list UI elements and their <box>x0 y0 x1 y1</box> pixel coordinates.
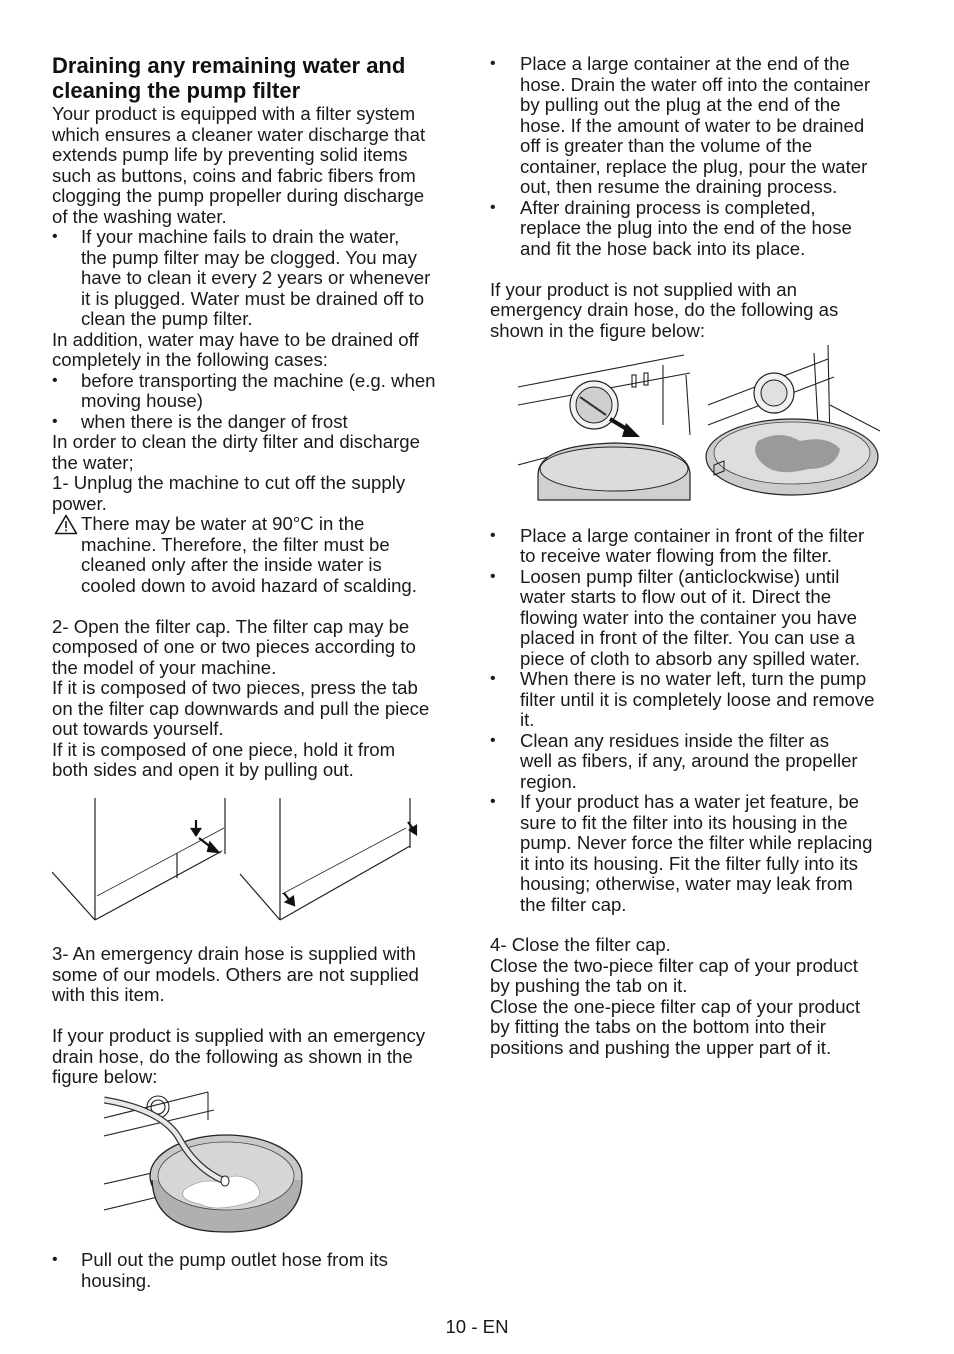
warning-triangle-icon <box>54 514 78 535</box>
text-line: pump. Never force the filter while replacing <box>520 832 873 853</box>
bullet-dot: • <box>490 670 496 687</box>
text-line: the filter cap. <box>520 893 627 915</box>
section-title-line-2: cleaning the pump filter <box>52 78 301 103</box>
text-line: shown in the figure below: <box>490 319 705 341</box>
bullet-dot: • <box>490 567 496 585</box>
filter-cap-figure <box>52 798 424 922</box>
text-line: on the filter cap downwards and pull the piece <box>52 697 430 719</box>
text-line: hose. Drain the water off into the container <box>520 73 871 95</box>
text-line: emergency drain hose, do the following as <box>490 299 839 320</box>
text-line: the model of your machine. <box>52 656 277 678</box>
text-line: out towards yourself. <box>52 718 224 739</box>
text-line: water starts to flow out of it. Direct the <box>520 586 832 607</box>
text-line: it. <box>520 709 535 730</box>
text-line: housing. <box>81 1269 152 1291</box>
text-line: Place a large container at the end of the <box>520 53 850 74</box>
text-line: well as fibers, if any, around the propeller <box>520 750 858 771</box>
text-line: piece of cloth to absorb any spilled water. <box>520 647 861 669</box>
text-line: If it is composed of one piece, hold it from <box>52 738 396 760</box>
text-line: before transporting the machine (e.g. when <box>81 369 436 391</box>
text-line: the pump filter may be clogged. You may <box>81 246 417 268</box>
text-line: Place a large container in front of the filter <box>520 524 865 546</box>
text-line: filter until it is completely loose and remove <box>520 688 875 710</box>
text-line: In addition, water may have to be drained off <box>52 328 419 350</box>
text-line: out, then resume the draining process. <box>520 176 838 197</box>
section-title-line-1: Draining any remaining water and <box>52 53 406 78</box>
text-line: If your product is supplied with an emergency <box>52 1025 426 1046</box>
text-line: when there is the danger of frost <box>81 410 348 432</box>
text-line: of the washing water. <box>52 205 227 227</box>
text-line: figure below: <box>52 1066 158 1087</box>
text-line: cooled down to avoid hazard of scalding. <box>81 574 417 596</box>
bullet-dot: • <box>490 526 496 544</box>
text-line: Clean any residues inside the filter as <box>520 729 830 751</box>
text-line: moving house) <box>81 390 203 411</box>
text-line: the water; <box>52 451 134 473</box>
text-line: power. <box>52 492 107 514</box>
text-line: flowing water into the container you have <box>520 606 857 628</box>
text-line: sure to fit the filter into its housing in the <box>520 811 848 833</box>
text-line: it into its housing. Fit the filter fully into its <box>520 852 858 874</box>
text-line: Close the two-piece filter cap of your product <box>490 954 858 976</box>
text-line: to receive water flowing from the filter. <box>520 545 833 566</box>
text-line: placed in front of the filter. You can use a <box>520 627 855 648</box>
text-line: When there is no water left, turn the pump <box>520 668 867 689</box>
text-line: Pull out the pump outlet hose from its <box>81 1249 388 1270</box>
text-line: machine. Therefore, the filter must be <box>81 533 390 555</box>
bullet-dot: • <box>52 1251 58 1268</box>
text-line: If your product has a water jet feature, be <box>520 791 860 812</box>
bullet-dot: • <box>52 412 58 430</box>
text-line: cleaned only after the inside water is <box>81 554 382 575</box>
text-line: Close the one-piece filter cap of your product <box>490 995 861 1017</box>
text-line: hose. If the amount of water to be drained <box>520 114 865 136</box>
text-line: both sides and open it by pulling out. <box>52 759 354 780</box>
text-line: If your machine fails to drain the water, <box>81 226 400 247</box>
page-number: 10 - EN <box>445 1316 509 1337</box>
text-line: After draining process is completed, <box>520 196 816 218</box>
text-line: Loosen pump filter (anticlockwise) until <box>520 565 840 587</box>
filter-drain-figure <box>518 345 880 505</box>
text-line: housing; otherwise, water may leak from <box>520 873 853 894</box>
text-line: There may be water at 90°C in the <box>81 513 365 534</box>
text-line: drain hose, do the following as shown in the <box>52 1045 413 1067</box>
bullet-dot: • <box>490 793 496 810</box>
text-line: extends pump life by preventing solid items <box>52 144 408 165</box>
text-line: positions and pushing the upper part of it. <box>490 1036 832 1058</box>
text-line: composed of one or two pieces according to <box>52 636 416 657</box>
text-line: by pulling out the plug at the end of the <box>520 94 841 115</box>
text-line: 2- Open the filter cap. The filter cap may be <box>52 615 410 637</box>
bullet-dot: • <box>52 228 58 245</box>
bullet-dot: • <box>490 731 496 749</box>
text-line: which ensures a cleaner water discharge that <box>52 123 426 145</box>
text-line: have to clean it every 2 years or whenever <box>81 267 431 288</box>
text-line: In order to clean the dirty filter and discharge <box>52 431 420 452</box>
bullet-dot: • <box>490 198 496 216</box>
bullet-dot: • <box>52 371 58 389</box>
text-line: 1- Unplug the machine to cut off the supply <box>52 472 406 493</box>
text-line: such as buttons, coins and fabric fibers from <box>52 164 416 186</box>
text-line: with this item. <box>52 984 165 1005</box>
text-line: and fit the hose back into its place. <box>520 237 806 259</box>
text-line: Your product is equipped with a filter system <box>52 103 416 124</box>
text-line: region. <box>520 770 577 792</box>
text-line: by fitting the tabs on the bottom into their <box>490 1016 826 1037</box>
text-line: If it is composed of two pieces, press the tab <box>52 677 418 698</box>
text-line: 4- Close the filter cap. <box>490 934 671 955</box>
bullet-dot: • <box>490 55 496 72</box>
text-line: completely in the following cases: <box>52 349 328 370</box>
text-line: clogging the pump propeller during discharge <box>52 185 425 206</box>
text-line: container, replace the plug, pour the water <box>520 155 868 177</box>
drain-hose-figure <box>104 1090 304 1236</box>
text-line: off is greater than the volume of the <box>520 135 813 156</box>
text-line: it is plugged. Water must be drained off to <box>81 287 425 309</box>
text-line: 3- An emergency drain hose is supplied with <box>52 943 416 964</box>
text-line: clean the pump filter. <box>81 308 253 329</box>
text-line: replace the plug into the end of the hose <box>520 217 852 238</box>
text-line: some of our models. Others are not supplied <box>52 963 419 985</box>
text-line: If your product is not supplied with an <box>490 278 797 300</box>
text-line: by pushing the tab on it. <box>490 975 688 996</box>
